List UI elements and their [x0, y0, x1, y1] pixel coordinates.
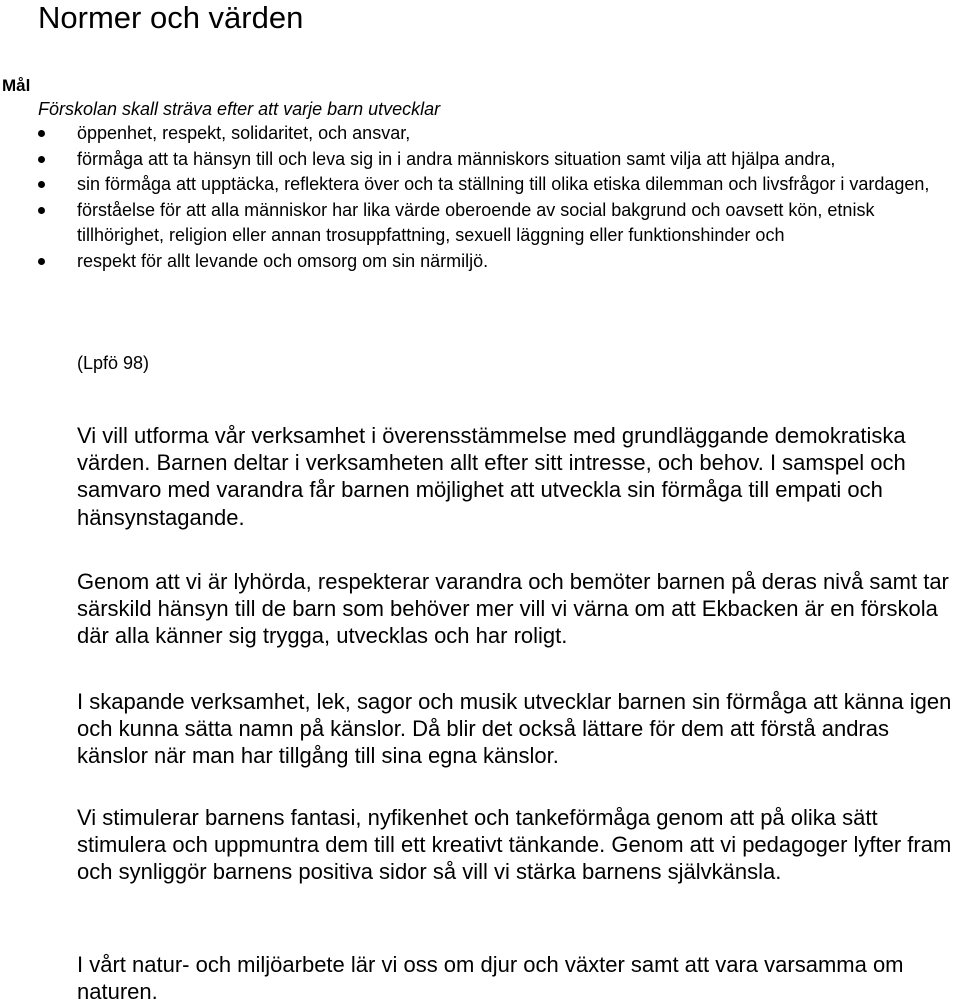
body-paragraph: Vi vill utforma vår verksamhet i överensstämmelse med grundläggande demokratiska värden. Barnen deltar i verksamheten allt efter sitt intresse, och behov. I samspel och samvaro med varandra får barnen möjlighet att utveckla sin förmåga till empati och hänsynstagande.	[77, 423, 906, 530]
section-label-goals: Mål	[2, 76, 31, 95]
body-paragraph: Genom att vi är lyhörda, respekterar varandra och bemöter barnen på deras nivå samt tar särskild hänsyn till de barn som behöver mer vill vi värna om att Ekbacken är en förskola där alla känner sig trygga, utvecklas och har roligt.	[77, 569, 949, 649]
goals-intro: Förskolan skall sträva efter att varje barn utvecklar	[38, 99, 441, 119]
body-paragraph: I vårt natur- och miljöarbete lär vi oss om djur och växter samt att vara varsamma om naturen.	[77, 952, 904, 1005]
goal-item: förmåga att ta hänsyn till och leva sig in i andra människors situation samt vilja att hjälpa andra,	[0, 147, 960, 173]
source-reference: (Lpfö 98)	[77, 353, 150, 373]
body-paragraph: I skapande verksamhet, lek, sagor och musik utvecklar barnen sin förmåga att känna igen och kunna sätta namn på känslor. Då blir det också lättare för dem att förstå andras känslor när man har tillgång till sina egna känslor.	[77, 689, 952, 769]
goal-item: respekt för allt levande och omsorg om sin närmiljö.	[0, 249, 960, 275]
goals-list	[0, 121, 960, 274]
goal-item: förståelse för att alla människor har lika värde oberoende av social bakgrund och oavsett kön, etnisk tillhörighet, religion eller annan trosuppfattning, sexuell läggning eller funktionshinder och	[0, 198, 960, 249]
goal-item: öppenhet, respekt, solidaritet, och ansvar,	[0, 121, 960, 147]
page-title: Normer och värden	[38, 0, 304, 35]
body-paragraph: Vi stimulerar barnens fantasi, nyfikenhet och tankeförmåga genom att på olika sätt stimulera och uppmuntra dem till ett kreativt tänkande. Genom att vi pedagoger lyfter fram och synliggör barnens positiva sidor så vill vi stärka barnens självkänsla.	[77, 805, 952, 885]
goal-item: sin förmåga att upptäcka, reflektera över och ta ställning till olika etiska dilemman och livsfrågor i vardagen,	[0, 172, 960, 198]
